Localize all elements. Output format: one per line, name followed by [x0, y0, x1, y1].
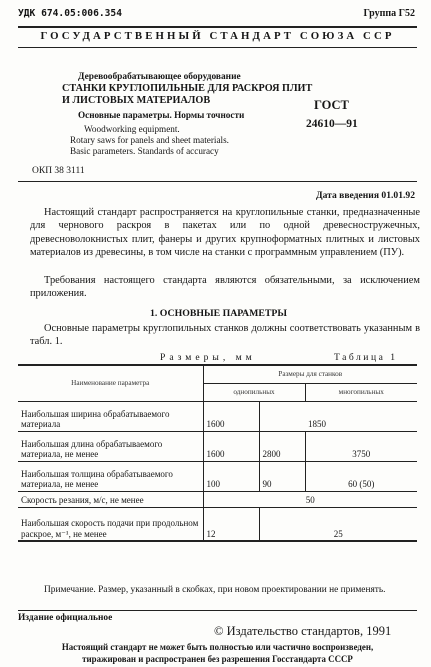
row-name: Наибольшая ширина обрабатываемого материала	[18, 401, 203, 431]
table-row	[18, 507, 417, 541]
row-value-multi: 1850	[305, 401, 417, 431]
row-name: Скорость резания, м/с, не менее	[18, 491, 203, 507]
table-row	[18, 431, 417, 461]
header-multi: многопильных	[305, 383, 417, 401]
gost-number: 24610—91	[306, 118, 358, 130]
copyright: © Издательство стандартов, 1991	[214, 624, 392, 638]
row-name: Наибольшая толщина обрабатываемого материала, не менее	[18, 461, 203, 491]
english-line3: Basic parameters. Standards of accuracy	[70, 146, 219, 156]
row-value-mid	[259, 401, 305, 431]
header-rule	[18, 26, 417, 28]
header-sizes: Размеры для станков	[203, 365, 417, 383]
section-heading: 1. ОСНОВНЫЕ ПАРАМЕТРЫ	[150, 308, 288, 319]
table-label: Таблица 1	[334, 352, 398, 363]
row-value-single: 1600	[203, 401, 259, 431]
row-value-mid: 90	[259, 461, 305, 491]
org-title: ГОСУДАРСТВЕННЫЙ СТАНДАРТ СОЮЗА ССР	[40, 30, 395, 42]
row-name: Наибольшая скорость подачи при продольном раскрое, м⁻¹, не менее	[18, 507, 203, 541]
okp-rule	[18, 181, 417, 182]
gost-label: ГОСТ	[314, 98, 349, 112]
header-param: Наименование параметра	[18, 365, 203, 401]
title-line2: И ЛИСТОВЫХ МАТЕРИАЛОВ	[62, 95, 211, 106]
row-value-multi: 25	[259, 507, 417, 541]
table-row	[18, 491, 417, 507]
category: Деревообрабатывающее оборудование	[78, 72, 241, 82]
row-value-all: 50	[203, 491, 417, 507]
english-title	[84, 124, 180, 135]
table-row	[18, 461, 417, 491]
table-row	[18, 401, 417, 431]
requirements-paragraph: Требования настоящего стандарта являются обязательными, за исключением приложения.	[30, 275, 420, 300]
effective-date: Дата введения 01.01.92	[315, 190, 415, 201]
header-single: однопильных	[203, 383, 305, 401]
row-name: Наибольшая длина обрабатываемого материала, не менее	[18, 431, 203, 461]
row-value-mid: 2800	[259, 431, 305, 461]
row-value-multi: 60 (50)	[305, 461, 417, 491]
table-note: Примечание. Размер, указанный в скобках, при новом проектировании не применять.	[44, 585, 386, 595]
table-header-row	[18, 365, 417, 383]
row-value-single: 12	[203, 507, 259, 541]
params-paragraph: Основные параметры круглопильных станков должны соответствовать указанным в табл. 1.	[30, 323, 420, 348]
row-value-multi: 3750	[305, 431, 417, 461]
group-code: Группа Г52	[363, 8, 415, 19]
official-edition: Издание официальное	[18, 613, 113, 623]
row-value-single: 100	[203, 461, 259, 491]
subtitle: Основные параметры. Нормы точности	[78, 110, 245, 120]
intro-paragraph: Настоящий стандарт распространяется на круглопильные станки, предназначенные для чернового раскроя в пакетах или по одной древесностружечных, древесноволокнистых плит, фанеры и других крупноформатных плитных и листовых материалов из древесины, в том числе на станки с программным управлением (ПУ).	[30, 207, 420, 259]
parameters-table	[18, 364, 417, 542]
note-rule	[18, 610, 417, 611]
title-line1: СТАНКИ КРУГЛОПИЛЬНЫЕ ДЛЯ РАСКРОЯ ПЛИТ	[62, 83, 313, 94]
udk-code: УДК 674.05:006.354	[18, 8, 122, 19]
repro-line1: Настоящий стандарт не может быть полностью или частично воспроизведен,	[61, 642, 374, 652]
repro-line2: тиражирован и распространен без разрешения Госстандарта СССР	[82, 654, 353, 664]
units-label: Размеры, мм	[160, 352, 256, 363]
row-value-single: 1600	[203, 431, 259, 461]
english-line1: Woodworking equipment.	[84, 124, 180, 134]
okp-code: ОКП 38 3111	[32, 166, 85, 176]
english-line2: Rotary saws for panels and sheet materials.	[70, 135, 229, 145]
org-rule	[18, 47, 417, 48]
